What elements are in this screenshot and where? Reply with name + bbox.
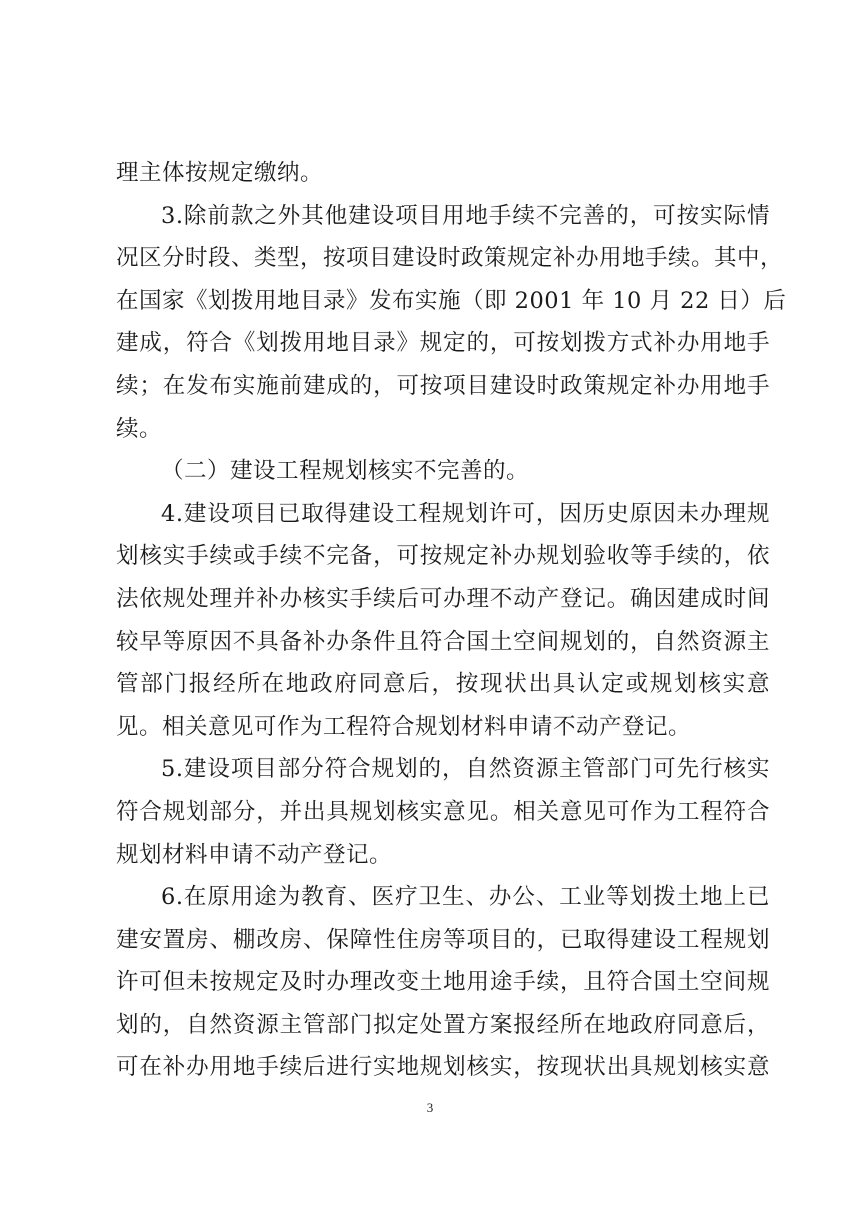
text-line: 6.在原用途为教育、医疗卫生、办公、工业等划拨土地上已 [161, 884, 770, 911]
body-text [116, 152, 787, 1089]
text-line: 管部门报经所在地政府同意后，按现状出具认定或规划核实意 [116, 671, 770, 698]
text-line: 4.建设项目已取得建设工程规划许可，因历史原因未办理规 [161, 500, 770, 527]
page-number: 3 [426, 1100, 434, 1115]
text-line: 理主体按规定缴纳。 [116, 160, 324, 186]
text-line: 5.建设项目部分符合规划的，自然资源主管部门可先行核实 [161, 756, 770, 783]
section-heading: （二）建设工程规划核实不完善的。 [161, 458, 530, 485]
text-line: 符合规划部分，并出具规划核实意见。相关意见可作为工程符合 [116, 798, 770, 825]
text-line: 建安置房、棚改房、保障性住房等项目的，已取得建设工程规划 [116, 926, 770, 953]
text-line: 许可但未按规定及时办理改变土地用途手续，且符合国土空间规 [116, 969, 770, 996]
text-line: 续；在发布实施前建成的，可按项目建设时政策规定补办用地手 [116, 372, 770, 399]
text-line: 3.除前款之外其他建设项目用地手续不完善的，可按实际情 [161, 202, 770, 229]
text-line: 建成，符合《划拨用地目录》规定的，可按划拨方式补办用地手 [116, 330, 770, 357]
text-line: 规划材料申请不动产登记。 [116, 841, 393, 868]
text-line: 见。相关意见可作为工程符合规划材料申请不动产登记。 [116, 713, 692, 740]
text-line: 划核实手续或手续不完备，可按规定补办规划验收等手续的，依 [116, 543, 770, 570]
text-line: 较早等原因不具备补办条件且符合国土空间规划的，自然资源主 [116, 628, 770, 655]
text-line: 可在补办用地手续后进行实地规划核实，按现状出具规划核实意 [116, 1054, 770, 1081]
text-line: 划的，自然资源主管部门拟定处置方案报经所在地政府同意后， [116, 1011, 770, 1038]
text-line: 法依规处理并补办核实手续后可办理不动产登记。确因建成时间 [116, 585, 770, 612]
text-line: 在国家《划拨用地目录》发布实施（即 2001 年 10 月 22 日）后 [116, 287, 787, 314]
text-line: 续。 [116, 415, 163, 442]
text-line: 况区分时段、类型，按项目建设时政策规定补办用地手续。其中， [116, 245, 784, 272]
